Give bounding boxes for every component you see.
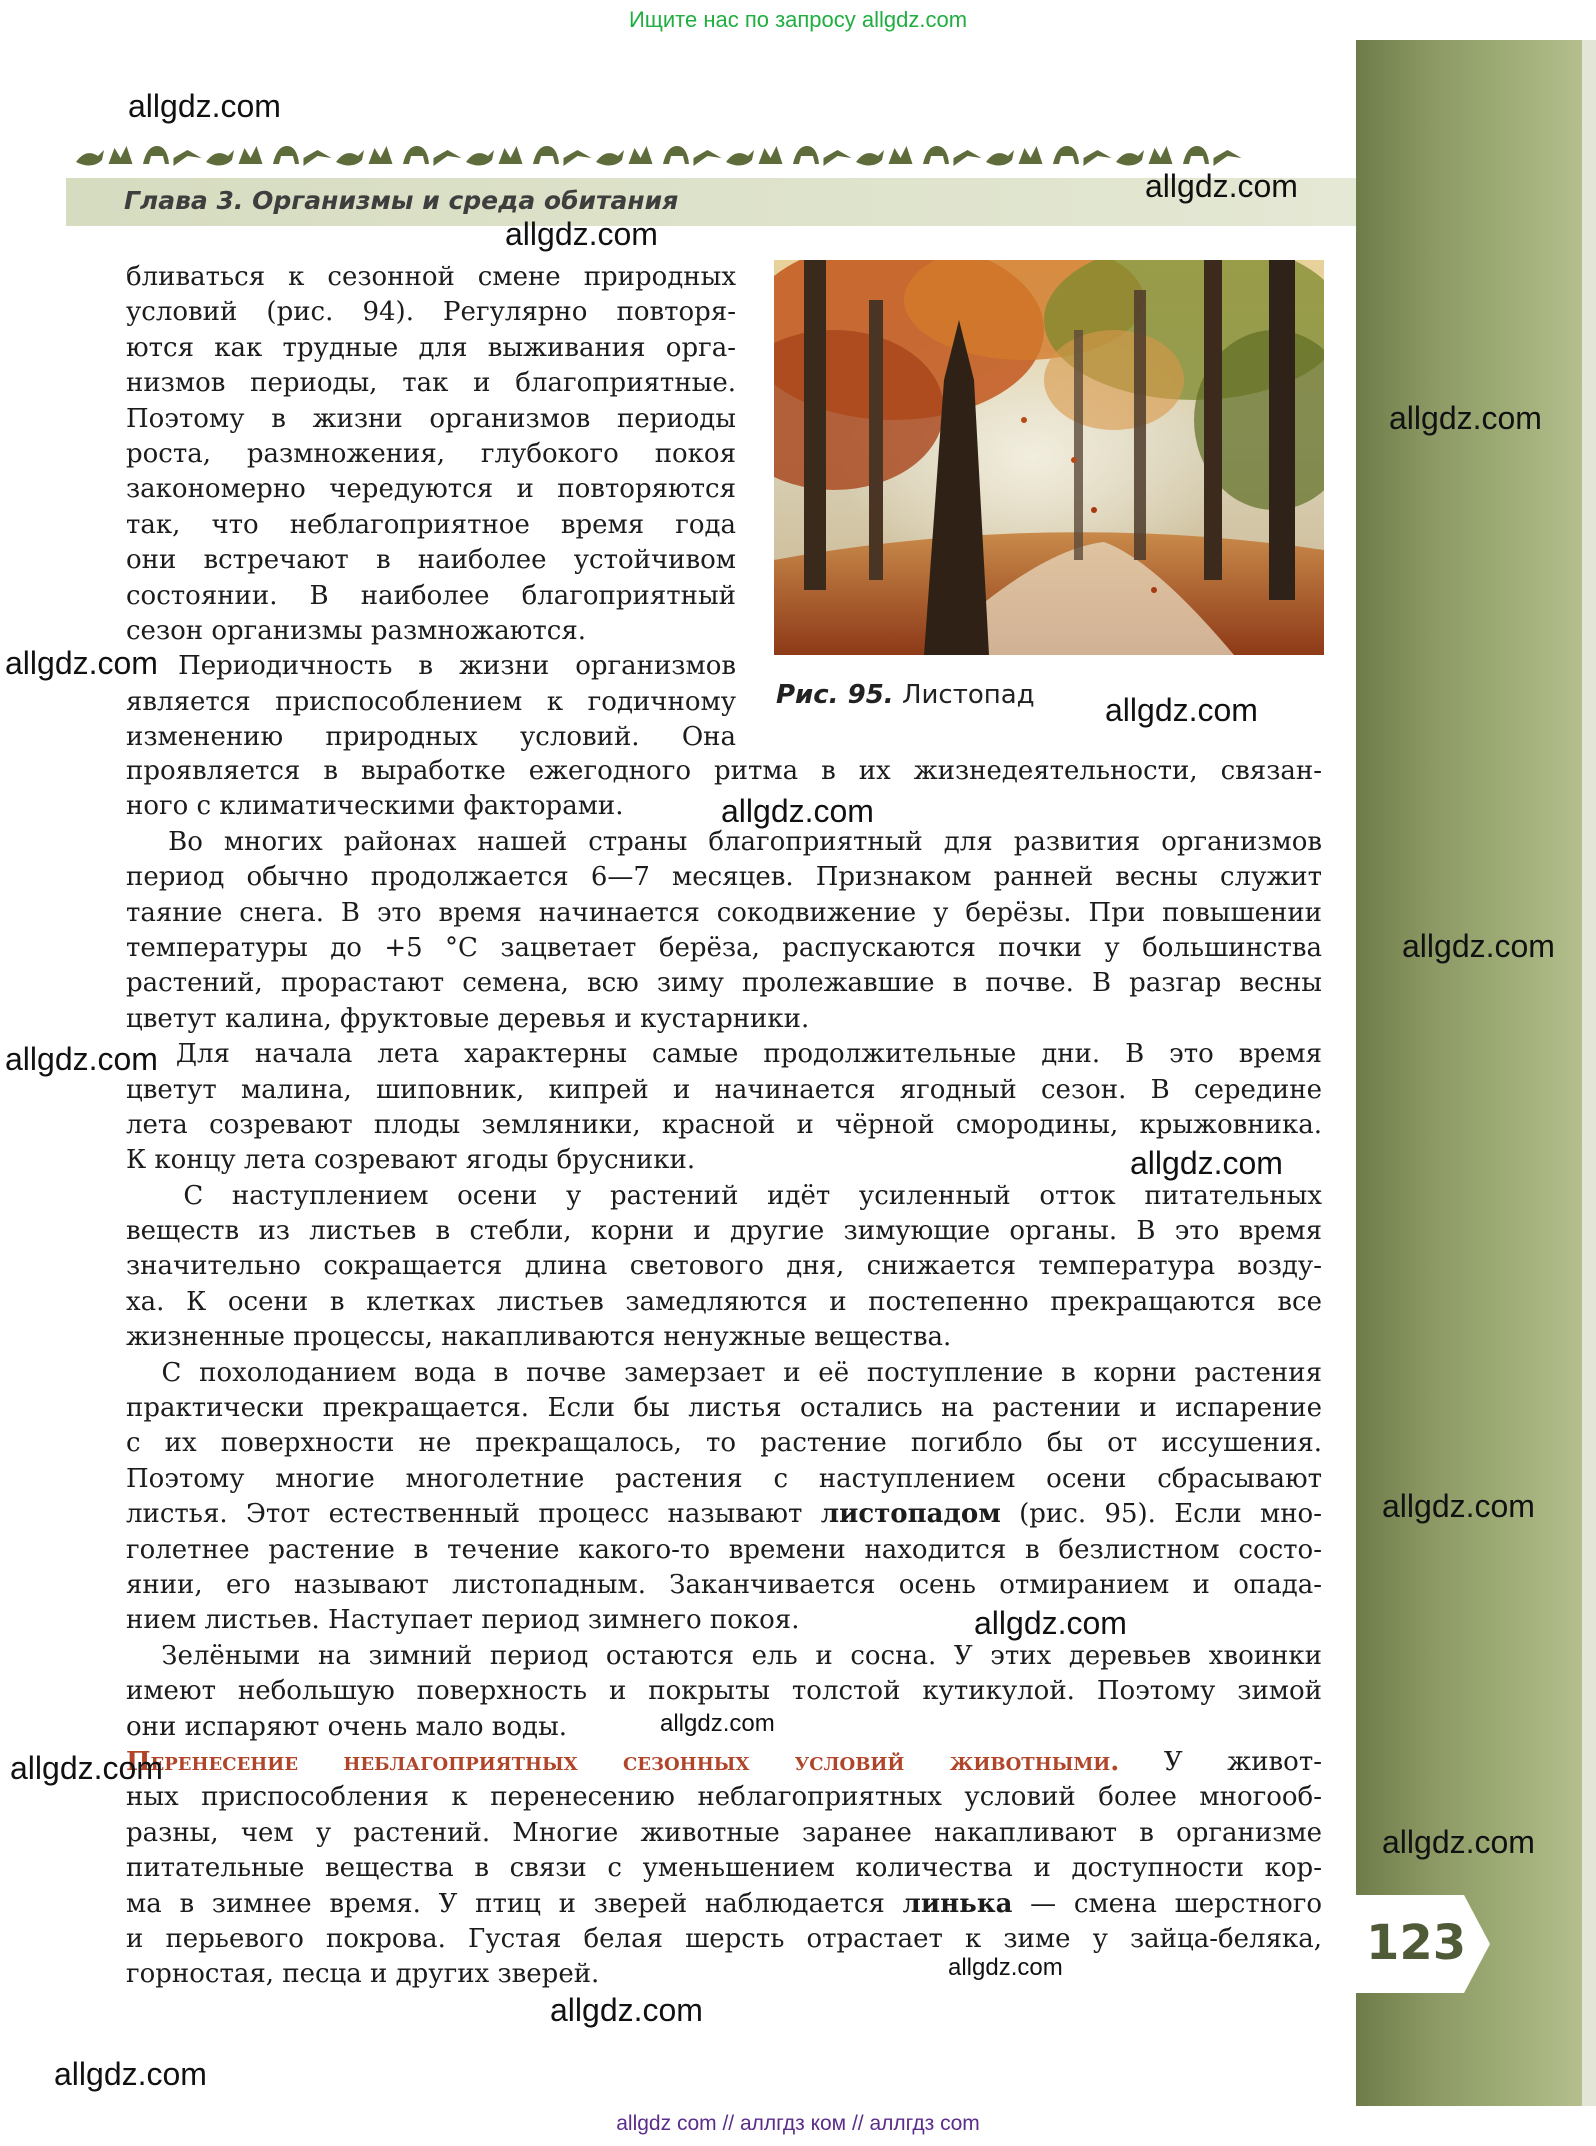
text-line <box>126 720 736 755</box>
text-line <box>126 1426 1322 1461</box>
term-linka: линька <box>902 1888 1013 1919</box>
animal-silhouette <box>793 146 819 164</box>
text-line <box>126 1533 1322 1568</box>
animal-silhouette <box>1053 146 1079 164</box>
autumn-forest-photo <box>774 260 1324 655</box>
text-run: питательные вещества в связи с уменьшением количества и доступности кор- <box>126 1853 1322 1884</box>
animal-silhouette <box>596 150 624 166</box>
text-line <box>126 1851 1322 1886</box>
animal-silhouette <box>403 146 429 164</box>
text-line <box>126 966 1322 1001</box>
text-line <box>126 1002 1322 1037</box>
text-run: с их поверхности не прекращалось, то растение погибло бы от иссушения. <box>126 1428 1322 1459</box>
text-run: цветут калина, фруктовые деревья и кустарники. <box>126 1003 810 1034</box>
text-line <box>126 1674 1322 1709</box>
text-line <box>126 1639 1322 1674</box>
animal-silhouette <box>533 146 559 164</box>
animal-silhouette <box>466 150 494 166</box>
text-line <box>126 614 736 649</box>
text-run: проявляется в выработке ежегодного ритма в их жизнедеятельности, связан- <box>126 756 1322 786</box>
watermark: allgdz.com <box>550 1992 703 2028</box>
text-run: С наступлением осени у растений идёт усиленный отток питательных <box>126 1180 1322 1211</box>
text-line <box>126 896 1322 931</box>
chapter-title: Глава 3. Организмы и среда обитания <box>124 186 679 215</box>
text-run: закономерно чередуются и повторяются <box>126 474 736 505</box>
animal-silhouette <box>174 150 202 166</box>
watermark: allgdz.com <box>5 1041 158 1077</box>
text-line <box>126 1356 1322 1391</box>
animal-silhouette <box>499 146 523 164</box>
text-line <box>126 1922 1322 1957</box>
text-run: ного с климатическими факторами. <box>126 791 624 822</box>
text-run: они испаряют очень мало воды. <box>126 1711 568 1742</box>
text-run: лета созревают плоды земляники, красной и чёрной смородины, крыжовника. <box>126 1109 1322 1140</box>
watermark: allgdz.com <box>1105 692 1258 728</box>
animal-silhouette <box>1149 146 1173 164</box>
text-line <box>126 1249 1322 1284</box>
text-line <box>126 1568 1322 1603</box>
watermark: allgdz.com <box>505 216 658 252</box>
text-run: Поэтому в жизни организмов периоды <box>126 403 736 434</box>
watermark: allgdz.com <box>1382 1488 1535 1524</box>
section-heading: Перенесение неблагоприятных сезонных условий животными. <box>126 1746 1120 1777</box>
text-line <box>126 260 736 295</box>
text-run: (рис. 95). Если мно- <box>1000 1499 1322 1530</box>
text-line <box>126 437 736 472</box>
animal-silhouette <box>143 146 169 164</box>
watermark: allgdz.com <box>128 88 281 124</box>
animal-silhouette <box>923 146 949 164</box>
text-line <box>126 331 736 366</box>
text-run: веществ из листьев в стебли, корни и другие зимующие органы. В это время <box>126 1216 1322 1247</box>
text-run: изменению природных условий. Она <box>126 722 736 753</box>
animal-silhouette <box>239 146 263 164</box>
animal-silhouette <box>76 150 104 166</box>
text-run: горностая, песца и других зверей. <box>126 1959 600 1990</box>
text-line <box>126 685 736 720</box>
watermark: allgdz.com <box>5 645 158 681</box>
text-run: У живот- <box>1119 1746 1322 1777</box>
watermark: allgdz.com <box>1382 1824 1535 1860</box>
text-run: С похолоданием вода в почве замерзает и её поступление в корни растения <box>126 1357 1322 1388</box>
animal-silhouette <box>1019 146 1043 164</box>
text-run: янии, его называют листопадным. Заканчивается осень отмиранием и опада- <box>126 1569 1322 1600</box>
text-run: является приспособлением к годичному <box>126 686 736 717</box>
watermark: allgdz.com <box>1402 928 1555 964</box>
text-line <box>126 1462 1322 1497</box>
term-listopad: листопадом <box>820 1499 1001 1530</box>
text-run: листья. Этот естественный процесс называют <box>126 1499 821 1530</box>
text-line <box>126 402 736 437</box>
text-run: ных приспособления к перенесению неблагоприятных условий более многооб- <box>126 1782 1322 1813</box>
text-line <box>126 1073 1322 1108</box>
text-run: имеют небольшую поверхность и покрыты толстой кутикулой. Поэтому зимой <box>126 1676 1322 1707</box>
text-run: значительно сокращается длина светового дня, снижается температура возду- <box>126 1251 1322 1282</box>
watermark: allgdz.com <box>54 2056 207 2092</box>
animal-silhouette <box>304 150 332 166</box>
animal-silhouette <box>564 150 592 166</box>
animal-silhouette <box>824 150 852 166</box>
text-run: так, что неблагоприятное время года <box>126 509 736 540</box>
text-run: растений, прорастают семена, всю зиму пролежавшие в почве. В разгар весны <box>126 968 1322 999</box>
text-run: условий (рис. 94). Регулярно повторя- <box>126 297 736 328</box>
text-run: Для начала лета характерны самые продолжительные дни. В это время <box>126 1039 1322 1070</box>
text-run: ха. К осени в клетках листьев замедляются и постепенно прекращаются все <box>126 1286 1322 1317</box>
text-line <box>126 1179 1322 1214</box>
text-line <box>126 472 736 507</box>
animal-silhouette <box>1183 146 1209 164</box>
watermark: allgdz.com <box>1145 168 1298 204</box>
animal-silhouette <box>369 146 393 164</box>
text-run: ма в зимнее время. У птиц и зверей наблюдается <box>126 1888 903 1919</box>
text-line <box>126 543 736 578</box>
text-line <box>126 1320 1322 1355</box>
text-line <box>126 1391 1322 1426</box>
watermark: allgdz.com <box>1130 1145 1283 1181</box>
text-run: Поэтому многие многолетние растения с наступлением осени сбрасывают <box>126 1463 1322 1494</box>
animal-silhouette <box>856 150 884 166</box>
left-column-text <box>126 260 736 755</box>
animal-silhouette <box>954 150 982 166</box>
figure-caption-text: Листопад <box>893 680 1035 710</box>
text-line <box>126 1816 1322 1851</box>
watermark: allgdz.com <box>721 793 874 829</box>
text-line <box>126 754 1322 789</box>
animal-silhouette <box>726 150 754 166</box>
animal-silhouette <box>889 146 913 164</box>
text-line <box>126 1037 1322 1072</box>
text-line <box>126 1954 1322 1992</box>
animal-silhouette <box>109 146 133 164</box>
animal-silhouette <box>1214 150 1242 166</box>
text-line <box>126 1780 1322 1815</box>
text-line <box>126 860 1322 895</box>
text-line <box>126 295 736 330</box>
text-run: они встречают в наиболее устойчивом <box>126 545 736 576</box>
text-run: Во многих районах нашей страны благоприятный для развития организмов <box>126 826 1322 857</box>
watermark: allgdz.com <box>1389 400 1542 436</box>
green-sidebar <box>1356 40 1582 2106</box>
text-run: разны, чем у растений. Многие животные заранее накапливают в организме <box>126 1817 1322 1848</box>
text-line <box>126 649 736 684</box>
text-run: голетнее растение в течение какого-то времени находится в безлистном состо- <box>126 1534 1322 1565</box>
animal-silhouettes-strip <box>66 134 1246 178</box>
watermark: allgdz.com <box>660 1710 775 1737</box>
animal-silhouette <box>434 150 462 166</box>
text-line <box>126 1108 1322 1143</box>
text-run: практически прекращается. Если бы листья остались на растении и испарение <box>126 1393 1322 1424</box>
text-run: и перьевого покрова. Густая белая шерсть отрастает к зиме у зайца-беляка, <box>126 1923 1322 1954</box>
top-banner[interactable]: Ищите нас по запросу allgdz.com <box>628 7 968 32</box>
main-text <box>126 754 1322 1993</box>
text-run: сезон организмы размножаются. <box>126 615 587 646</box>
text-line <box>126 366 736 401</box>
text-run: состоянии. В наиболее благоприятный <box>126 580 736 611</box>
text-run: роста, размножения, глубокого покоя <box>126 438 736 469</box>
animal-silhouette <box>629 146 653 164</box>
text-line <box>126 579 736 614</box>
animal-silhouette <box>663 146 689 164</box>
watermark: allgdz.com <box>10 1750 163 1786</box>
animal-silhouette <box>1116 150 1144 166</box>
text-run: период обычно продолжается 6—7 месяцев. Признаком ранней весны служит <box>126 862 1322 893</box>
watermark: allgdz.com <box>974 1605 1127 1641</box>
page-number: 123 <box>1366 1915 1467 1971</box>
text-line <box>126 1745 1322 1780</box>
text-run: К концу лета созревают ягоды брусники. <box>126 1145 696 1176</box>
text-line <box>126 825 1322 860</box>
text-run: бливаться к сезонной смене природных <box>126 262 736 292</box>
animal-silhouette <box>206 150 234 166</box>
animal-silhouette <box>759 146 783 164</box>
text-line <box>126 1603 1322 1641</box>
figure-caption <box>776 680 1035 710</box>
animal-silhouette <box>694 150 722 166</box>
text-line <box>126 1497 1322 1532</box>
text-run: Зелёными на зимний период остаются ель и сосна. У этих деревьев хвоинки <box>126 1640 1322 1671</box>
text-run: нием листьев. Наступает период зимнего покоя. <box>126 1605 800 1636</box>
animal-silhouette <box>273 146 299 164</box>
animal-silhouette <box>1084 150 1112 166</box>
text-run: низмов периоды, так и благоприятные. <box>126 368 736 399</box>
animal-silhouette <box>336 150 364 166</box>
text-line <box>126 508 736 543</box>
text-run: таяние снега. В это время начинается сокодвижение у берёзы. При повышении <box>126 897 1322 928</box>
text-run: Периодичность в жизни организмов <box>126 651 736 682</box>
text-line <box>126 1285 1322 1320</box>
text-line <box>126 1214 1322 1249</box>
text-run: ются как трудные для выживания орга- <box>126 332 736 363</box>
animal-silhouette <box>986 150 1014 166</box>
text-run: — смена шерстного <box>1012 1888 1322 1919</box>
text-run: температуры до +5 °С зацветает берёза, распускаются почки у большинства <box>126 932 1322 963</box>
watermark: allgdz.com <box>948 1954 1063 1981</box>
text-line <box>126 931 1322 966</box>
text-line <box>126 1887 1322 1922</box>
sidebar-edge <box>1582 40 1596 2106</box>
bottom-banner[interactable]: allgdz com // аллгдз ком // аллгдз com <box>616 2112 980 2135</box>
text-run: жизненные процессы, накапливаются ненужные вещества. <box>126 1322 952 1353</box>
figure-caption-label: Рис. 95. <box>776 680 894 710</box>
text-run: цветут малина, шиповник, кипрей и начинается ягодный сезон. В середине <box>126 1074 1322 1105</box>
